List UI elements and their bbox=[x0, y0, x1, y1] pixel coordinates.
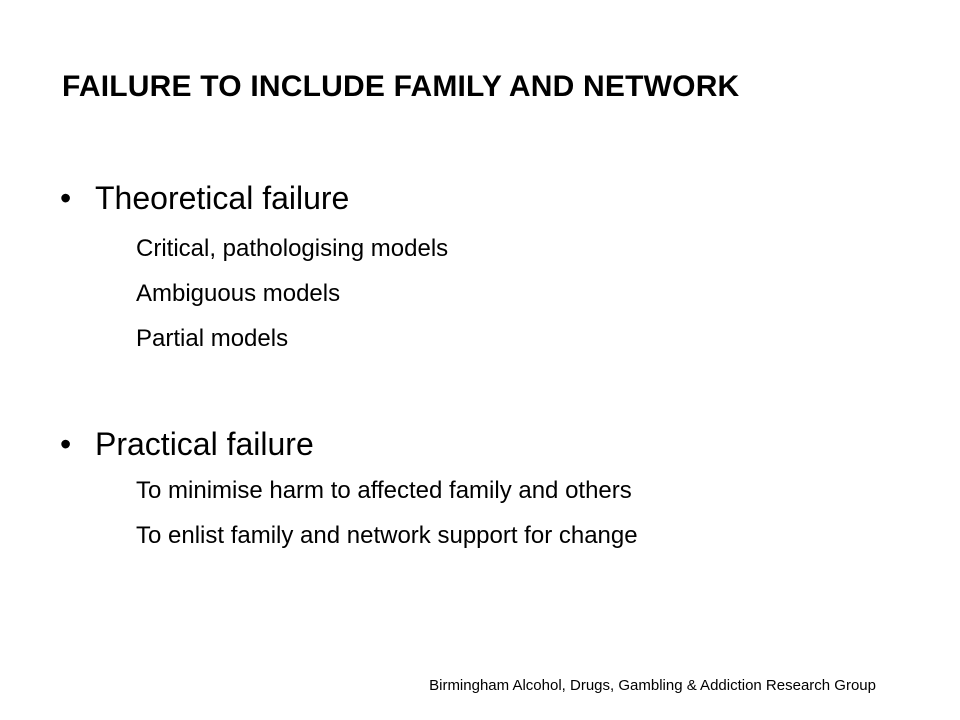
slide-title: FAILURE TO INCLUDE FAMILY AND NETWORK bbox=[62, 70, 740, 103]
bullet-icon: • bbox=[60, 180, 72, 216]
bullet-heading-row bbox=[60, 176, 920, 220]
sub-item: To minimise harm to affected family and others bbox=[136, 477, 632, 504]
bullet-heading: Theoretical failure bbox=[95, 180, 350, 216]
sub-list bbox=[60, 468, 920, 558]
bullet-heading: Practical failure bbox=[95, 426, 314, 462]
sub-item: Partial models bbox=[136, 325, 289, 352]
sub-item: Critical, pathologising models bbox=[136, 235, 449, 262]
section-practical-failure bbox=[60, 422, 920, 558]
sub-list bbox=[60, 226, 920, 361]
sub-item: Ambiguous models bbox=[136, 280, 341, 307]
section-theoretical-failure bbox=[60, 176, 920, 361]
footer-credit: Birmingham Alcohol, Drugs, Gambling & Addiction Research Group bbox=[429, 677, 876, 694]
bullet-icon: • bbox=[60, 426, 72, 462]
sub-item: To enlist family and network support for change bbox=[136, 522, 638, 549]
bullet-heading-row bbox=[60, 422, 920, 466]
